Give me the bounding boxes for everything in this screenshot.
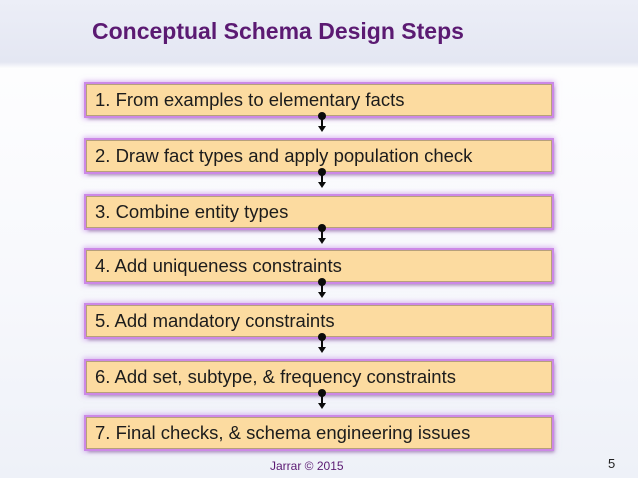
slide-title: Conceptual Schema Design Steps [92, 18, 464, 44]
arrowhead-icon [318, 182, 326, 188]
arrowhead-icon [318, 126, 326, 132]
arrowhead-icon [318, 403, 326, 409]
page-number: 5 [608, 456, 616, 471]
step-box-1: 1. From examples to elementary facts [86, 84, 552, 116]
step-box-5: 5. Add mandatory constraints [86, 305, 552, 337]
footer-copyright: Jarrar © 2015 [270, 459, 344, 473]
step-box-7: 7. Final checks, & schema engineering issues [86, 417, 552, 449]
arrowhead-icon [318, 347, 326, 353]
arrowhead-icon [318, 238, 326, 244]
step-box-3: 3. Combine entity types [86, 196, 552, 228]
step-box-2: 2. Draw fact types and apply population check [86, 140, 552, 172]
arrowhead-icon [318, 292, 326, 298]
step-box-6: 6. Add set, subtype, & frequency constraints [86, 361, 552, 393]
step-box-4: 4. Add uniqueness constraints [86, 250, 552, 282]
